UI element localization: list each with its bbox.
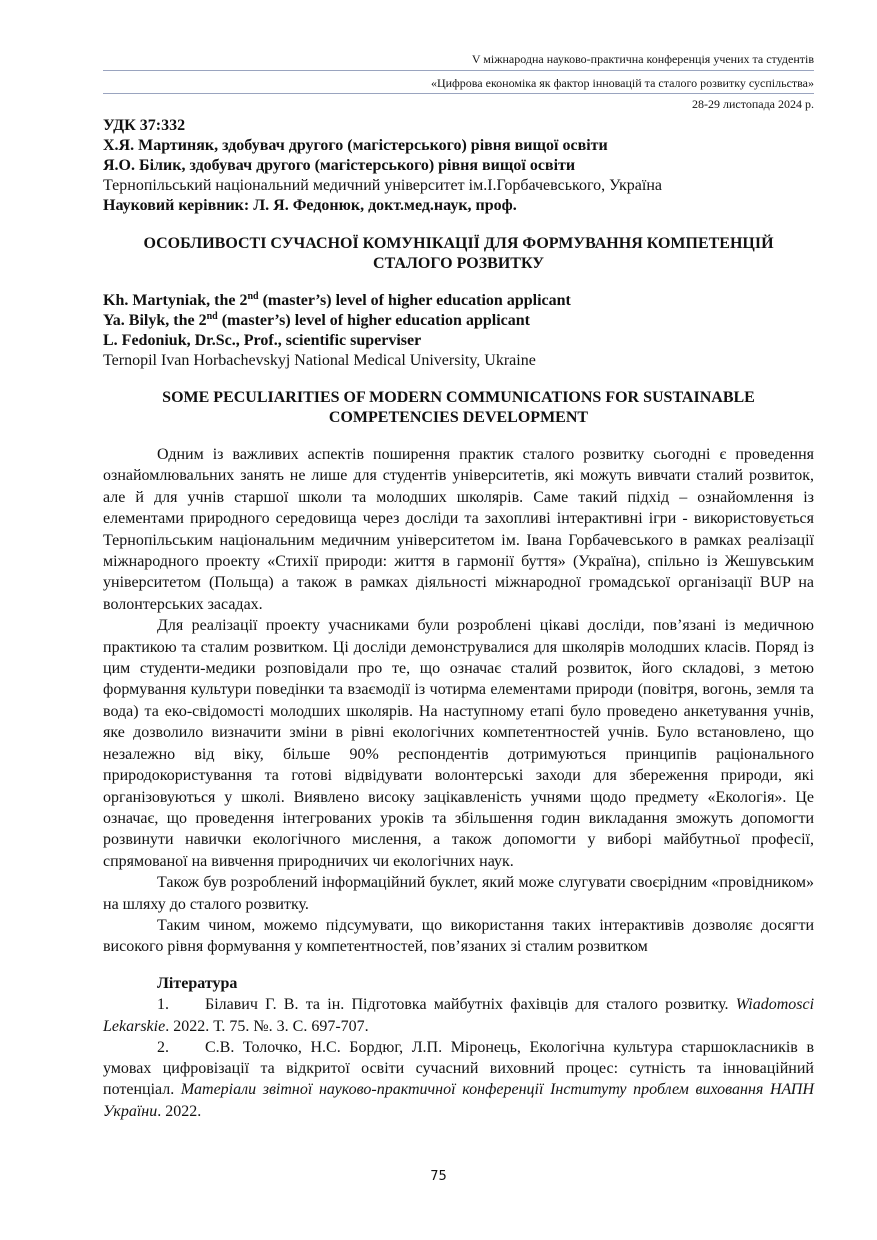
author-en-1-sup: nd xyxy=(247,291,259,302)
title-en-line-1: SOME PECULIARITIES OF MODERN COMMUNICATIONS FOR SUSTAINABLE xyxy=(162,389,755,406)
reference-text: Білавич Г. В. та ін. Підготовка майбутніх фахівців для сталого розвитку. xyxy=(205,996,729,1014)
paragraph: Для реалізації проекту учасниками були розроблені цікаві досліди, пов’язані із медичною практикою та сталим розвитком. Ці досліди демонструвалися для школярів молодших класів. Поряд із цим студенти-медики розповідали про те, що означає сталий розвиток, його складові, з метою формування культури поведінки та взаємодії із чотирма елементами природи (повітря, вогонь, земля та вода) та еко-свідомості молодших школярів. На наступному етапі було проведено анкетування учнів, яке дозволило визначити зміни в рівні екологічних компетентностей учнів. Було встановлено, що незалежно від віку, більше 90% респондентів дотримуються принципів раціонального природокористування та готові відвідувати волонтерські заходи для збереження природи, які організовуються у школі. Виявлено високу зацікавленість учнями щодо предмету «Екологія». Це означає, що проведення інтегрованих уроків та збільшення годин викладання зможуть допомогти розвинути навички екологічного мислення, а також допомогти у виборі майбутньої професії, спрямованої на вивчення природничих чи екологічних наук. xyxy=(103,617,814,870)
author-en-2 xyxy=(103,311,530,331)
reference-item-1 xyxy=(103,994,814,1037)
paragraph: Одним із важливих аспектів поширення практик сталого розвитку сьогодні є проведення ознайомлювальних занять не лише для студентів університетів, які можуть вивчати сталий розвиток, але й для учнів старшої школи та молодших школярів. Саме такий підхід – ознайомлення із елементами природного середовища через досліди та захопливі інтерактивні ігри - використовується Тернопільським національним медичним університетом ім. Івана Горбачевського в рамках реалізації міжнародного проекту «Стихії природи: життя в гармонії буття» (Україна), спільно із Жешувським університетом (Польща) а також в рамках діяльності міжнародної громадської організації BUP на волонтерських засадах. xyxy=(103,446,814,613)
author-en-2-rest: (master’s) level of higher education applicant xyxy=(217,312,530,329)
title-ua-line-1: ОСОБЛИВОСТІ СУЧАСНОЇ КОМУНІКАЦІЇ ДЛЯ ФОРМУВАННЯ КОМПЕТЕНЦІЙ xyxy=(143,235,774,252)
conference-header: V міжнародна науково-практична конференція учених та студентів xyxy=(471,52,814,66)
reference-details: . 2022. xyxy=(157,1102,202,1120)
author-en-1-main: Kh. Martyniak, the 2 xyxy=(103,292,248,309)
header-rule-top xyxy=(103,70,814,71)
paragraph: Також був розроблений інформаційний буклет, який може слугувати своєрідним «провідником» на шляху до сталого розвитку. xyxy=(103,874,814,913)
author-en-2-main: Ya. Bilyk, the 2 xyxy=(103,312,207,329)
paragraph: Таким чином, можемо підсумувати, що використання таких інтерактивів дозволяє досягти високого рівня формування у компетентностей, пов’язаних зі сталим розвитком xyxy=(103,916,814,956)
reference-number: 2. xyxy=(157,1038,169,1056)
reference-source: Wiadomosci Lekarskie xyxy=(103,996,815,1035)
reference-details: . 2022. Т. 75. №. 3. С. 697-707. xyxy=(165,1017,369,1035)
reference-item-2 xyxy=(103,1037,814,1122)
supervisor-en: L. Fedoniuk, Dr.Sc., Prof., scientific superviser xyxy=(103,332,422,349)
header-rule-bottom xyxy=(103,93,814,94)
title-ua-line-2: СТАЛОГО РОЗВИТКУ xyxy=(373,255,544,272)
title-en xyxy=(103,388,814,428)
author-ua-2: Я.О. Білик, здобувач другого (магістерського) рівня вищої освіти xyxy=(103,157,576,174)
reference-source: Матеріали звітної науково-практичної конференції Інституту проблем виховання НАПН України xyxy=(103,1081,815,1120)
page-number: 75 xyxy=(430,1169,447,1184)
abstract-body xyxy=(103,444,814,958)
affiliation-en: Ternopil Ivan Horbachevskyj National Medical University, Ukraine xyxy=(103,352,536,369)
title-en-line-2: COMPETENCIES DEVELOPMENT xyxy=(328,409,589,426)
author-en-1-rest: (master’s) level of higher education applicant xyxy=(258,292,571,309)
references xyxy=(103,973,814,1122)
conference-theme: «Цифрова економіка як фактор інновацій та сталого розвитку суспільства» xyxy=(430,76,814,90)
affiliation-ua: Тернопільський національний медичний університет ім.І.Горбачевського, Україна xyxy=(103,177,663,194)
author-en-1 xyxy=(103,291,571,311)
author-ua-1: Х.Я. Мартиняк, здобувач другого (магістерського) рівня вищої освіти xyxy=(103,137,608,154)
conference-date: 28-29 листопада 2024 р. xyxy=(692,97,814,111)
title-ua xyxy=(103,234,814,274)
reference-text: С.В. Толочко, Н.С. Бордюг, Л.П. Міронець, Екологічна культура старшокласників в умовах цифровізації та відкритої освіти сучасний виховний процес: сутність та інноваційний потенціал. xyxy=(103,1038,814,1099)
supervisor-ua: Науковий керівник: Л. Я. Федонюк, докт.мед.наук, проф. xyxy=(103,197,517,214)
reference-number: 1. xyxy=(157,996,169,1014)
author-en-2-sup: nd xyxy=(206,311,218,322)
udk-code: УДК 37:332 xyxy=(103,117,186,134)
references-heading: Література xyxy=(157,975,238,992)
